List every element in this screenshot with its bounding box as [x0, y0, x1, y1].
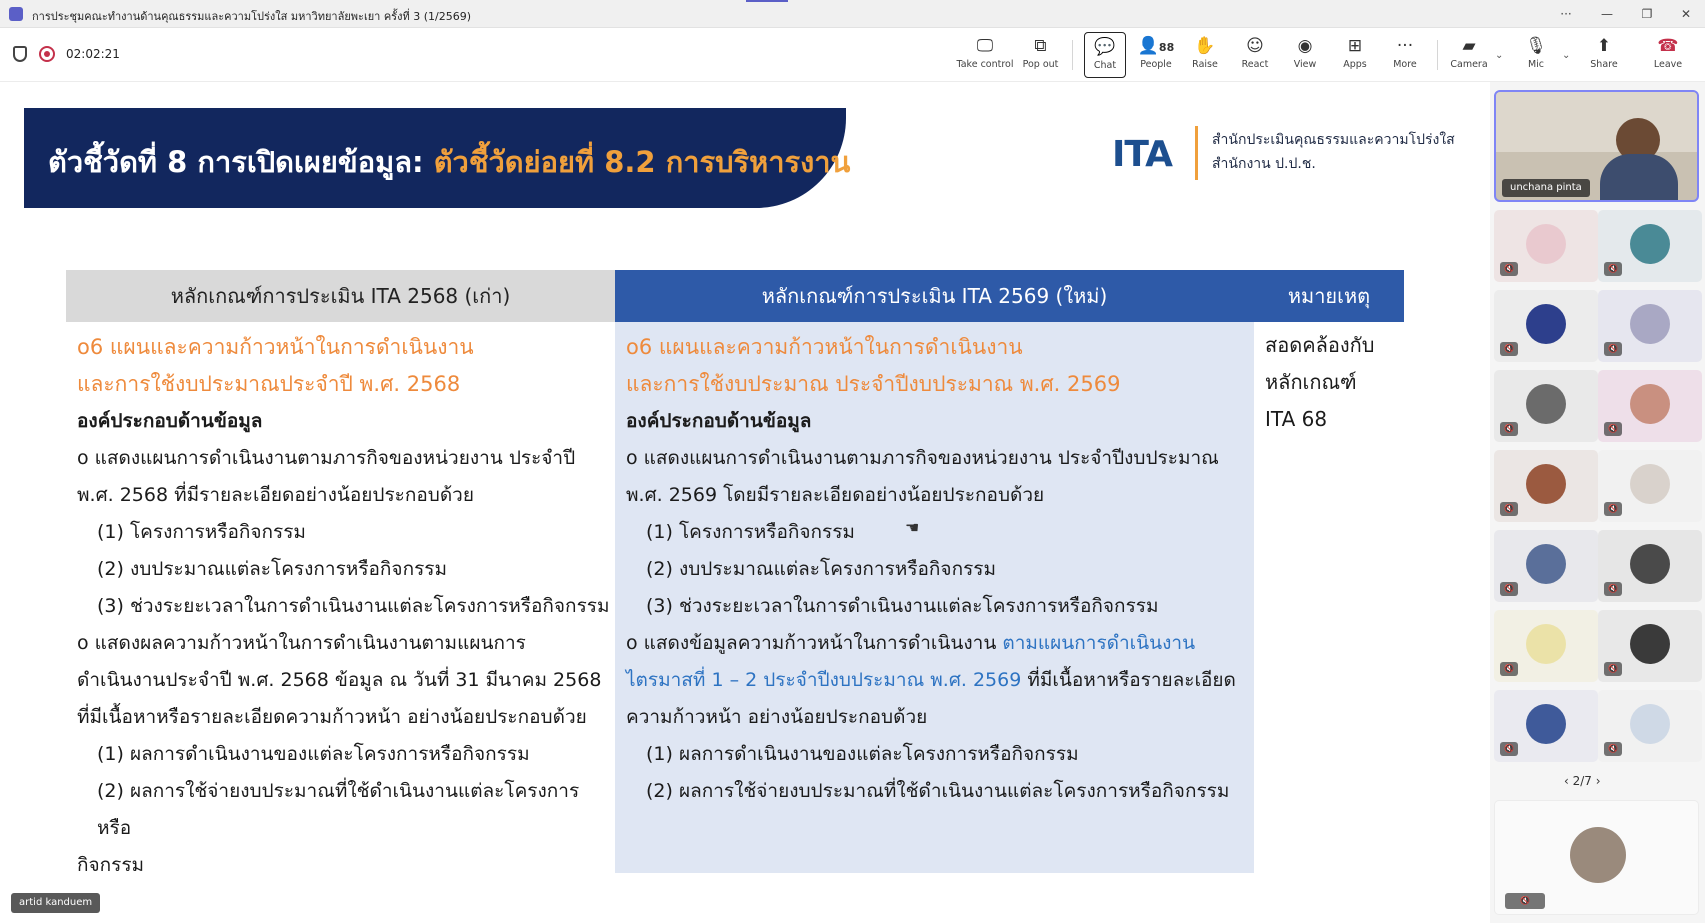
- new-criteria-content: o6 แผนและความก้าวหน้าในการดำเนินงาน และการใช้งบประมาณ ประจำปีงบประมาณ พ.ศ. 2569 องค์ประกอบด้านข้อมูล o แสดงแผนการดำเนินงานตามภารกิจของหน่วยงาน ประจำปีงบประมาณ พ.ศ. 2569 โดยมีรายละเอียดอย่างน้อยประกอบด้วย (1) โครงการหรือกิจกรรม (2) งบประมาณแต่ละโครงการหรือกิจกรรม (3) ช่วงระยะเวลาในการดำเนินงานแต่ละโครงการหรือกิจกรรม o แสดงข้อมูลความก้าวหน้าในการดำเนินงาน ตามแผนการดำเนินงาน ไตรมาสที่ 1 – 2 ประจำปีงบประมาณ พ.ศ. 2569 ที่มีเนื้อหาหรือรายละเอียด ความก้าวหน้า อย่างน้อยประกอบด้วย (1) ผลการดำเนินงานของแต่ละโครงการหรือกิจกรรม (2) ผลการใช้จ่ายงบประมาณที่ใช้ดำเนินงานแต่ละโครงการหรือกิจกรรม: [626, 335, 1236, 802]
- teams-app-icon: [9, 7, 23, 21]
- mic-off-icon: 🎙: [1525, 36, 1547, 56]
- participant-tile[interactable]: [1598, 450, 1702, 522]
- leave-phone-icon: ☎: [1657, 36, 1679, 56]
- logo-divider: [1195, 126, 1198, 180]
- participant-pager[interactable]: ‹ 2/7 ›: [1564, 774, 1601, 788]
- mic-muted-icon: 🔇: [1500, 342, 1518, 356]
- leave-button[interactable]: ☎ Leave: [1648, 32, 1688, 78]
- mic-muted-icon: 🔇: [1604, 262, 1622, 276]
- more-button[interactable]: ··· More: [1385, 32, 1425, 78]
- header-note: หมายเหตุ: [1254, 270, 1404, 322]
- mic-muted-icon: 🔇: [1500, 582, 1518, 596]
- avatar: [1630, 464, 1670, 504]
- share-icon: ⬆: [1596, 36, 1612, 56]
- organization-name: สำนักประเมินคุณธรรมและความโปร่งใส สำนักงาน ป.ป.ช.: [1212, 132, 1455, 172]
- presenter-name-tag: artid kanduem: [11, 893, 100, 913]
- hand-cursor-icon: ☚: [905, 518, 920, 537]
- view-icon: ◉: [1297, 36, 1313, 56]
- participant-tile[interactable]: [1598, 290, 1702, 362]
- avatar: [1526, 384, 1566, 424]
- avatar: [1526, 304, 1566, 344]
- mic-muted-icon: 🔇: [1500, 262, 1518, 276]
- avatar: [1526, 704, 1566, 744]
- close-button[interactable]: ✕: [1680, 7, 1692, 21]
- participant-tile[interactable]: [1598, 210, 1702, 282]
- participant-tile[interactable]: [1494, 210, 1598, 282]
- avatar: [1526, 224, 1566, 264]
- participant-tile[interactable]: [1598, 690, 1702, 762]
- avatar: [1526, 464, 1566, 504]
- raise-hand-icon: ✋: [1194, 36, 1216, 56]
- participant-tile[interactable]: [1598, 610, 1702, 682]
- participant-tile[interactable]: [1494, 690, 1598, 762]
- raise-hand-button[interactable]: ✋ Raise: [1185, 32, 1225, 78]
- mic-button[interactable]: 🎙 Mic: [1516, 32, 1556, 78]
- featured-participant-tile[interactable]: [1494, 90, 1699, 202]
- mic-muted-icon: 🔇: [1604, 582, 1622, 596]
- apps-button[interactable]: ⊞ Apps: [1335, 32, 1375, 78]
- meeting-timer: 02:02:21: [66, 47, 120, 61]
- mic-options-chevron-icon[interactable]: ⌄: [1562, 50, 1571, 61]
- avatar: [1630, 544, 1670, 584]
- react-button[interactable]: ☺ React: [1235, 32, 1275, 78]
- minimize-button[interactable]: —: [1601, 7, 1613, 21]
- take-control-icon: 🖵: [976, 36, 994, 56]
- camera-off-icon: ▰: [1462, 36, 1476, 56]
- avatar: [1526, 624, 1566, 664]
- avatar: [1630, 224, 1670, 264]
- view-button[interactable]: ◉ View: [1285, 32, 1325, 78]
- chat-icon: 💬: [1094, 37, 1116, 57]
- pop-out-button[interactable]: ⧉ Pop out: [1018, 32, 1063, 78]
- people-icon: 👤: [1137, 36, 1159, 56]
- share-button[interactable]: ⬆ Share: [1584, 32, 1624, 78]
- mic-muted-icon: 🔇: [1500, 742, 1518, 756]
- ita-logo: ITA: [1112, 134, 1173, 175]
- mic-muted-icon: 🔇: [1604, 342, 1622, 356]
- title-bar: [0, 0, 1705, 28]
- avatar: [1630, 704, 1670, 744]
- mic-muted-icon: 🔇: [1604, 422, 1622, 436]
- participant-tile[interactable]: [1494, 610, 1598, 682]
- apps-icon: ⊞: [1347, 36, 1363, 56]
- avatar: [1526, 544, 1566, 584]
- self-view-tile[interactable]: [1494, 800, 1699, 915]
- pop-out-icon: ⧉: [1034, 36, 1047, 56]
- more-window-options-button[interactable]: ···: [1560, 7, 1572, 21]
- recording-icon: [39, 46, 55, 62]
- header-new-criteria: หลักเกณฑ์การประเมิน ITA 2569 (ใหม่): [615, 270, 1254, 322]
- window-title: การประชุมคณะทำงานด้านคุณธรรมและความโปร่งใส มหาวิทยาลัยพะเยา ครั้งที่ 3 (1/2569): [32, 10, 471, 23]
- mic-muted-icon: 🔇: [1500, 662, 1518, 676]
- participant-tile[interactable]: [1494, 290, 1598, 362]
- mic-muted-icon: 🔇: [1505, 893, 1545, 909]
- meeting-toolbar: [0, 28, 1705, 82]
- old-criteria-content: o6 แผนและความก้าวหน้าในการดำเนินงาน และการใช้งบประมาณประจำปี พ.ศ. 2568 องค์ประกอบด้านข้อมูล o แสดงแผนการดำเนินงานตามภารกิจของหน่วยงาน ประจำปี พ.ศ. 2568 ที่มีรายละเอียดอย่างน้อยประกอบด้วย (1) โครงการหรือกิจกรรม (2) งบประมาณแต่ละโครงการหรือกิจกรรม (3) ช่วงระยะเวลาในการดำเนินงานแต่ละโครงการหรือกิจกรรม o แสดงผลความก้าวหน้าในการดำเนินงานตามแผนการ ดำเนินงานประจำปี พ.ศ. 2568 ข้อมูล ณ วันที่ 31 มีนาคม 2568 ที่มีเนื้อหาหรือรายละเอียดความก้าวหน้า อย่างน้อยประกอบด้วย (1) ผลการดำเนินงานของแต่ละโครงการหรือกิจกรรม (2) ผลการใช้จ่ายงบประมาณที่ใช้ดำเนินงานแต่ละโครงการหรือ กิจกรรม: [77, 335, 610, 876]
- people-count: 88: [1158, 41, 1175, 54]
- participant-tile[interactable]: [1494, 450, 1598, 522]
- chat-button[interactable]: 💬 Chat: [1084, 32, 1126, 78]
- participant-tile[interactable]: [1598, 530, 1702, 602]
- mic-muted-icon: 🔇: [1604, 662, 1622, 676]
- header-old-criteria: หลักเกณฑ์การประเมิน ITA 2568 (เก่า): [66, 270, 615, 322]
- participant-tile[interactable]: [1494, 530, 1598, 602]
- people-button[interactable]: 👤88 People: [1137, 36, 1175, 70]
- mic-muted-icon: 🔇: [1604, 502, 1622, 516]
- shared-screen: [0, 82, 1490, 923]
- camera-button[interactable]: ▰ Camera: [1448, 32, 1490, 78]
- mic-muted-icon: 🔇: [1604, 742, 1622, 756]
- avatar: [1630, 384, 1670, 424]
- participant-name-tag: unchana pinta: [1502, 179, 1590, 197]
- avatar: [1570, 827, 1626, 883]
- slide-banner: [24, 108, 851, 208]
- mic-muted-icon: 🔇: [1500, 502, 1518, 516]
- avatar: [1630, 304, 1670, 344]
- participant-tile[interactable]: [1494, 370, 1598, 442]
- loading-indicator: [746, 0, 788, 2]
- note-content: สอดคล้องกับ หลักเกณฑ์ ITA 68: [1265, 333, 1375, 431]
- take-control-button[interactable]: 🖵 Take control: [956, 36, 1014, 70]
- toolbar-divider: [1072, 40, 1073, 70]
- camera-options-chevron-icon[interactable]: ⌄: [1495, 50, 1504, 61]
- avatar: [1630, 624, 1670, 664]
- mic-muted-icon: 🔇: [1500, 422, 1518, 436]
- toolbar-divider: [1437, 40, 1438, 70]
- maximize-button[interactable]: ❐: [1641, 7, 1653, 21]
- react-icon: ☺: [1246, 36, 1264, 56]
- participant-tile[interactable]: [1598, 370, 1702, 442]
- slide-title: ตัวชี้วัดที่ 8 การเปิดเผยข้อมูล: ตัวชี้วัดย่อยที่ 8.2 การบริหารงาน: [48, 145, 851, 179]
- shield-icon: [13, 46, 27, 62]
- more-icon: ···: [1396, 36, 1414, 56]
